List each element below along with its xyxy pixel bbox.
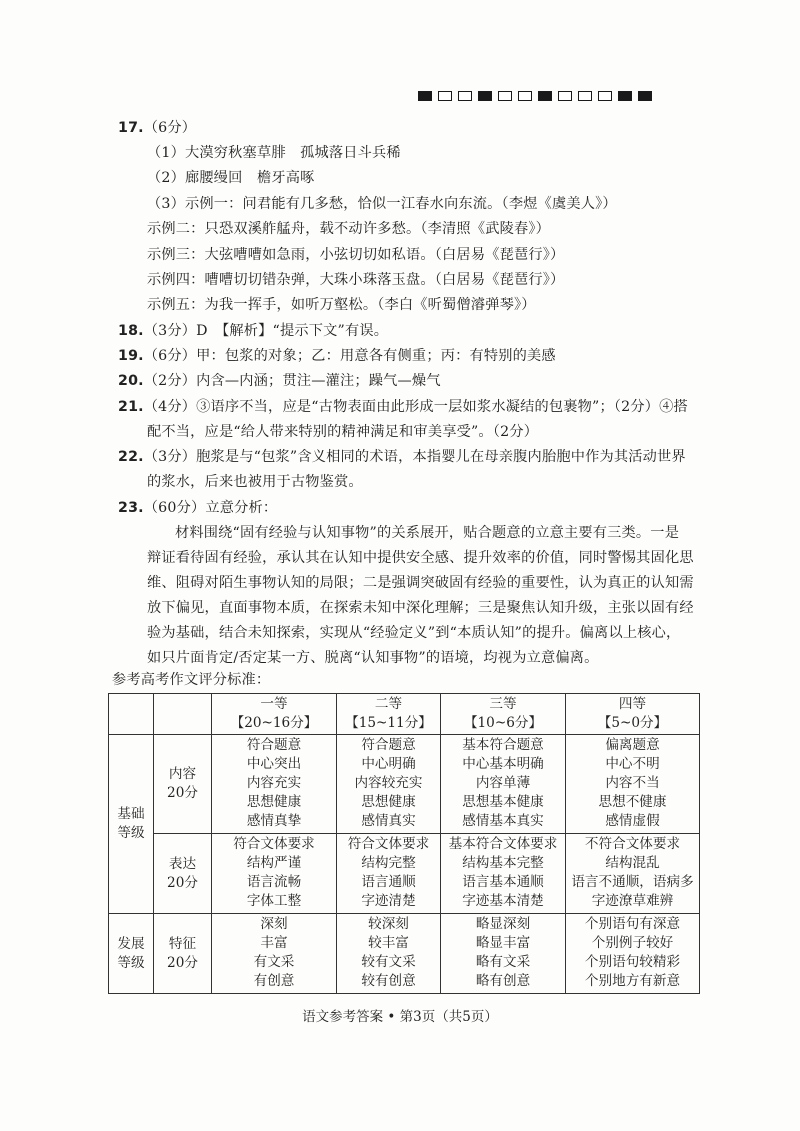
criterion-line: 略有创意 [475,973,531,989]
empty-square-mark [498,91,512,101]
content-grade-3 [441,735,566,834]
header-empty-2 [154,694,212,735]
criterion-line: 偏离题意 [605,737,660,753]
q20-text: （2分）内含—内涵；贯注—灌注；躁气—燥气 [143,373,441,389]
development-level-label: 发展 等级 [109,914,154,994]
q17-line-7: 示例五：为我一挥手，如听万壑松。（李白《听蜀僧濬弹琴》） [147,297,536,313]
feature-grade-3 [441,914,566,994]
criterion-line: 符合题意 [361,737,416,753]
criterion-line: 个别地方有新意 [584,973,681,989]
q23-head: （60分）立意分析： [143,500,278,516]
criterion-line: 结构混乱 [605,855,660,871]
q17-line-3: （3）示例一：问君能有几多愁，恰似一江春水向东流。（李煜《虞美人》） [147,196,617,212]
criterion-line: 略显深刻 [475,916,531,932]
criterion-line: 感情真挚 [246,813,302,829]
q17-score: （6分） [143,120,197,136]
q18-answer [118,320,388,340]
criterion-line: 较丰富 [368,935,409,951]
empty-square-mark [518,91,532,101]
feature-label: 特征 20分 [154,914,212,994]
criterion-line: 字迹潦草难辨 [591,893,674,909]
expression-grade-3 [441,834,566,914]
criterion-line: 感情基本真实 [462,813,544,829]
header-grade-1: 一等 【20~16分】 [212,694,337,735]
criterion-line: 个别例子较好 [591,935,674,951]
criterion-line: 思想健康 [246,794,302,810]
q23-para-line-6: 如只片面肯定/否定某一方、脱离“认知事物”的语境，均视为立意偏离。 [147,650,599,666]
criterion-line: 语言基本通顺 [462,874,544,890]
empty-square-mark [458,91,472,101]
criterion-line: 有文采 [253,954,295,970]
content-grade-4 [566,735,700,834]
expression-grade-2 [337,834,441,914]
criterion-line: 中心明确 [361,756,416,772]
q19-number: 19. [118,348,144,364]
table-title: 参考高考作文评分标准： [112,672,271,688]
filled-square-mark [538,91,552,101]
q23-para-line-1: 材料围绕“固有经验与认知事物”的关系展开，贴合题意的立意主要有三类。一是 [175,525,680,541]
criterion-line: 结构严谨 [246,855,302,871]
criterion-line: 内容充实 [246,775,302,791]
empty-square-mark [598,91,612,101]
q21-number: 21. [118,399,144,415]
expression-grade-1 [212,834,337,914]
criterion-line: 符合文体要求 [233,836,315,852]
header-empty-1 [109,694,154,735]
content-grade-1 [212,735,337,834]
criterion-line: 不符合文体要求 [584,836,681,852]
q21-answer [118,396,688,416]
feature-row [109,914,700,994]
header-grade-4: 四等 【5~0分】 [566,694,700,735]
q22-answer [118,446,686,466]
basic-level-label: 基础 等级 [109,735,154,914]
criterion-line: 深刻 [260,916,288,932]
content-label: 内容 20分 [154,735,212,834]
q17-line-1: （1）大漠穷秋塞草腓 孤城落日斗兵稀 [147,145,401,161]
grading-table [108,693,700,994]
criterion-line: 思想基本健康 [462,794,544,810]
criterion-line: 中心不明 [605,756,660,772]
expression-row [109,834,700,914]
q17-line-2: （2）廊腰缦回 檐牙高啄 [147,170,315,186]
expression-grade-4 [566,834,700,914]
content-grade-2 [337,735,441,834]
q19-answer [118,345,556,365]
q23-para-line-2: 辩证看待固有经验，承认其在认知中提供安全感、提升效率的价值，同时警惕其固化思 [147,550,694,566]
filled-square-mark [418,91,432,101]
filled-square-mark [638,91,652,101]
criterion-line: 思想不健康 [598,794,667,810]
criterion-line: 丰富 [260,935,288,951]
q23-para-line-5: 验为基础，结合未知探索，实现从“经验定义”到“本质认知”的提升。偏离以上核心， [147,625,681,641]
criterion-line: 语言通顺 [361,874,416,890]
criterion-line: 个别语句有深意 [584,916,681,932]
feature-grade-2 [337,914,441,994]
criterion-line: 感情真实 [361,813,416,829]
criterion-line: 字迹清楚 [361,893,416,909]
expression-label: 表达 20分 [154,834,212,914]
q20-number: 20. [118,373,144,389]
table-header-row [109,694,700,735]
criterion-line: 字体工整 [246,893,302,909]
criterion-line: 有创意 [253,973,295,989]
criterion-line: 内容较充实 [354,775,423,791]
criterion-line: 较有创意 [361,973,416,989]
criterion-line: 内容不当 [605,775,660,791]
q17-line-4: 示例二：只恐双溪舴艋舟，载不动许多愁。（李清照《武陵春》） [147,221,551,237]
header-grade-3: 三等 【10~6分】 [441,694,566,735]
q22-number: 22. [118,449,144,465]
q23-para-line-4: 放下偏见，直面事物本质，在探索未知中深化理解；三是聚焦认知升级，主张以固有经 [147,600,694,616]
empty-square-mark [438,91,452,101]
q20-answer [118,370,441,390]
q23-para-line-3: 维、阻碍对陌生事物认知的局限；二是强调突破固有经验的重要性，认为真正的认知需 [147,575,694,591]
feature-grade-1 [212,914,337,994]
header-marks [418,91,652,101]
content-row [109,735,700,834]
criterion-line: 基本符合题意 [462,737,544,753]
q21-line-1: （4分）③语序不当，应是“古物表面由此形成一层如浆水凝结的包裹物”；（2分）④搭 [143,399,688,415]
q18-number: 18. [118,323,144,339]
criterion-line: 较深刻 [368,916,409,932]
criterion-line: 符合文体要求 [347,836,430,852]
criterion-line: 较有文采 [361,954,416,970]
criterion-line: 个别语句较精彩 [584,954,681,970]
q19-text: （6分）甲：包浆的对象；乙：用意各有侧重；丙：有特别的美感 [143,348,556,364]
filled-square-mark [478,91,492,101]
empty-square-mark [558,91,572,101]
criterion-line: 中心基本明确 [462,756,544,772]
q17-line-6: 示例四：嘈嘈切切错杂弹，大珠小珠落玉盘。（白居易《琵琶行》） [147,272,565,288]
empty-square-mark [578,91,592,101]
q23-heading [118,497,277,517]
criterion-line: 思想健康 [361,794,416,810]
criterion-line: 略有文采 [475,954,531,970]
criterion-line: 字迹基本清楚 [462,893,544,909]
criterion-line: 感情虚假 [605,813,660,829]
q17-heading [118,117,196,137]
criterion-line: 中心突出 [246,756,302,772]
q23-number: 23. [118,500,144,516]
q21-line-2: 配不当，应是“给人带来特别的精神满足和审美享受”。（2分） [147,424,539,440]
q17-number: 17. [118,120,144,136]
header-grade-2: 二等 【15~11分】 [337,694,441,735]
q22-line-2: 的浆水，后来也被用于古物鉴赏。 [147,474,363,490]
q22-line-1: （3分）胞浆是与“包浆”含义相同的术语，本指婴儿在母亲腹内胎胞中作为其活动世界 [143,449,686,465]
page-footer: 语文参考答案 • 第3页（共5页） [302,1009,498,1025]
criterion-line: 内容单薄 [475,775,531,791]
criterion-line: 结构基本完整 [462,855,544,871]
filled-square-mark [618,91,632,101]
feature-grade-4 [566,914,700,994]
criterion-line: 语言不通顺，语病多 [571,874,694,890]
criterion-line: 略显丰富 [475,935,531,951]
criterion-line: 语言流畅 [246,874,302,890]
criterion-line: 符合题意 [246,737,302,753]
q17-line-5: 示例三：大弦嘈嘈如急雨，小弦切切如私语。（白居易《琵琶行》） [147,247,565,263]
q18-text: （3分）D 【解析】“提示下文”有误。 [143,323,389,339]
criterion-line: 结构完整 [361,855,416,871]
criterion-line: 基本符合文体要求 [448,836,558,852]
